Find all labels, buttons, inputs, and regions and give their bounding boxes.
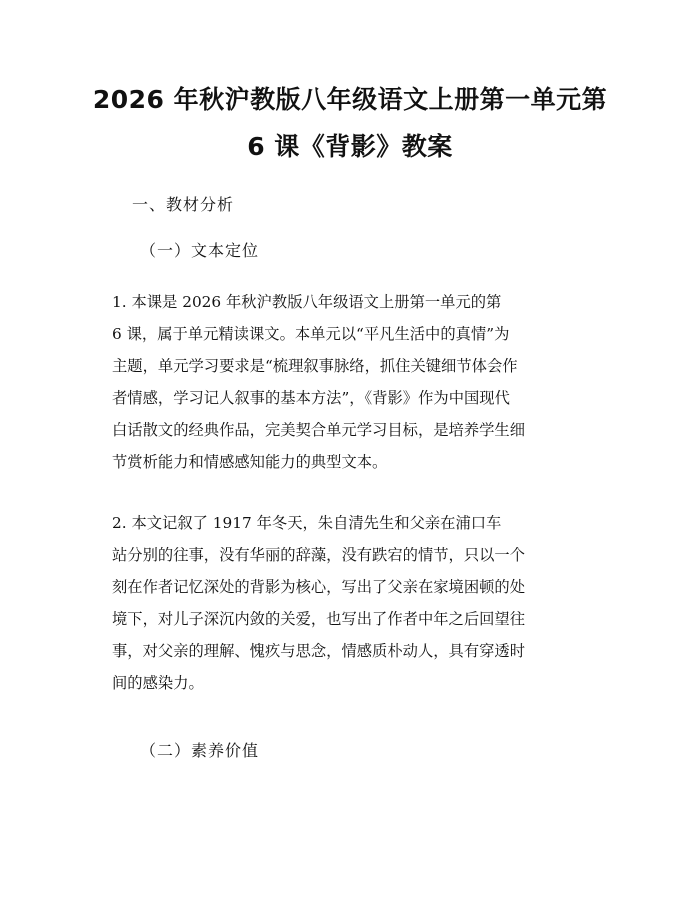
document-title-line-2: 6 课《背影》教案: [247, 132, 453, 161]
paragraph-1-line: 6 课，属于单元精读课文。本单元以“平凡生活中的真情”为: [112, 325, 510, 343]
document-title-line-1: 2026 年秋沪教版八年级语文上册第一单元第: [92, 85, 608, 114]
paragraph-2-line: 境下，对儿子深沉内敛的关爱，也写出了作者中年之后回望往: [112, 610, 526, 628]
paragraph-2-line: 2. 本文记叙了 1917 年冬天，朱自清先生和父亲在浦口车: [112, 514, 502, 532]
subsection-heading-literacy-value: （二）素养价值: [140, 741, 260, 760]
paragraph-1-line: 白话散文的经典作品，完美契合单元学习目标，是培养学生细: [112, 421, 526, 439]
paragraph-2-line: 间的感染力。: [112, 674, 204, 692]
paragraph-2: [112, 507, 598, 699]
paragraph-1-line: 主题，单元学习要求是“梳理叙事脉络，抓住关键细节体会作: [112, 357, 518, 375]
paragraph-1-line: 节赏析能力和情感感知能力的典型文本。: [112, 453, 388, 471]
paragraph-1-line: 1. 本课是 2026 年秋沪教版八年级语文上册第一单元的第: [112, 293, 502, 311]
subsection-heading-text-positioning: （一）文本定位: [140, 241, 260, 260]
paragraph-2-line: 刻在作者记忆深处的背影为核心，写出了父亲在家境困顿的处: [112, 578, 526, 596]
paragraph-2-line: 站分别的往事，没有华丽的辞藻，没有跌宕的情节，只以一个: [112, 546, 526, 564]
paragraph-1-line: 者情感，学习记人叙事的基本方法”，《背影》作为中国现代: [112, 389, 510, 407]
paragraph-2-line: 事，对父亲的理解、愧疚与思念，情感质朴动人，具有穿透时: [112, 642, 526, 660]
paragraph-1: [112, 286, 598, 478]
section-heading-textbook-analysis: 一、教材分析: [132, 195, 235, 214]
